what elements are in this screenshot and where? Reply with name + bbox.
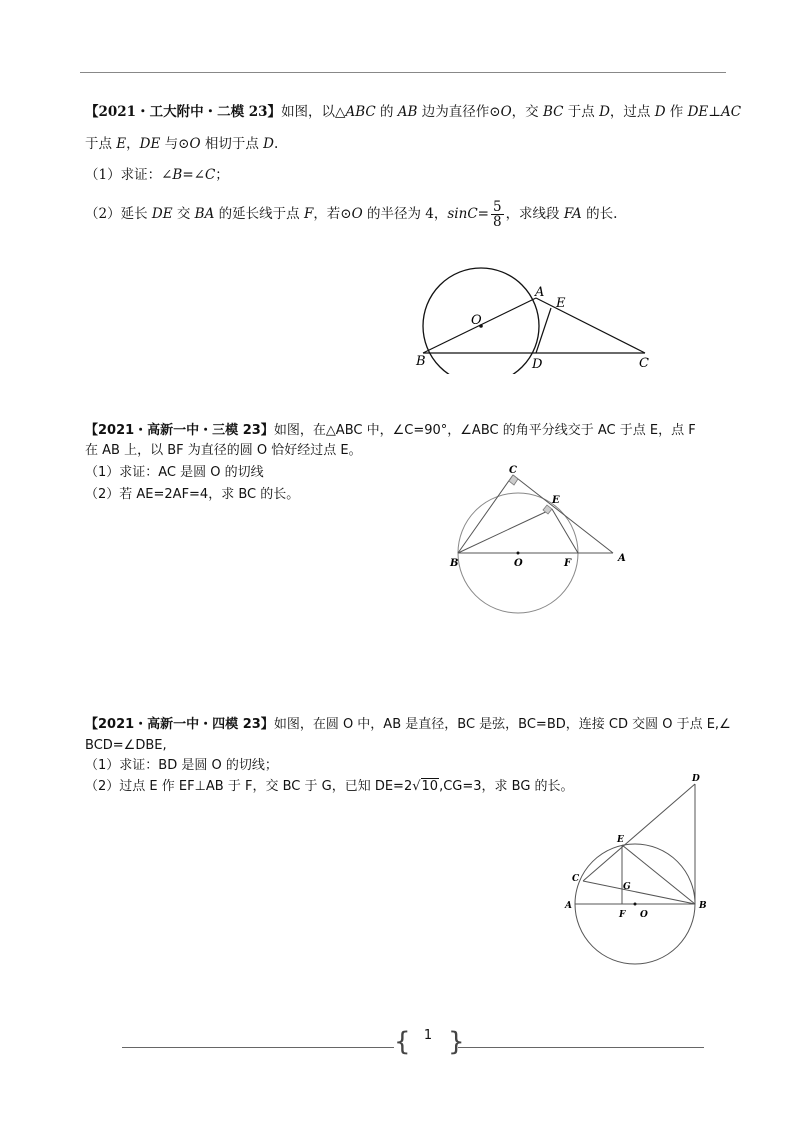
fig1-line-ac	[536, 298, 645, 353]
fig3-label-b: B	[699, 901, 707, 911]
fig3-label-a: A	[565, 901, 572, 911]
fig3-label-g: G	[623, 882, 631, 892]
problem1-question1: （1）求证：∠B=∠C；	[85, 167, 229, 183]
fig2-line-ca	[513, 475, 613, 553]
fig1-label-d: D	[532, 357, 543, 372]
footer-right-bracket: }	[448, 1027, 465, 1057]
problem1-line1: 【2021・工大附中・二模 23】如图，以△ABC 的 AB 边为直径作⊙O，交 BC 于点 D，过点 D 作 DE⊥AC	[85, 104, 742, 120]
footer-rule-right	[458, 1047, 704, 1048]
page-number: 1	[423, 1028, 433, 1043]
problem2-line2: 在 AB 上，以 BF 为直径的圆 O 恰好经过点 E。	[85, 443, 362, 458]
fig1-label-a: A	[535, 285, 545, 300]
problem3-question2: （2）过点 E 作 EF⊥AB 于 F，交 BC 于 G，已知 DE=2√10,CG=3，求 BG 的长。	[85, 779, 574, 794]
fraction-5-8: $\frac{5}{8}$	[492, 199, 502, 230]
problem1-line2: 于点 E，DE 与⊙O 相切于点 D.	[85, 136, 279, 152]
problem3-line1: 【2021・高新一中・四模 23】如图，在圆 O 中，AB 是直径，BC 是弦，BC=BD，连接 CD 交圆 O 于点 E,∠	[85, 717, 731, 732]
fig2-label-o: O	[514, 558, 523, 569]
fig2-line-bc	[458, 475, 513, 553]
footer-rule-left	[122, 1047, 394, 1048]
fig2-line-be	[458, 509, 552, 553]
fig2-center-dot	[517, 552, 520, 555]
fig2-label-f: F	[564, 558, 572, 569]
fig1-label-o: O	[471, 313, 482, 328]
problem3-question1: （1）求证：BD 是圆 O 的切线；	[85, 758, 278, 773]
problem1-question2: （2）延长 DE 交 BA 的延长线于点 F，若⊙O 的半径为 4，sinC= $\frac{5}{8}$ ，求线段 FA 的长.	[85, 199, 618, 230]
fig1-label-e: E	[556, 296, 566, 311]
fig2-right-angle-c	[509, 475, 518, 485]
fig2-label-a: A	[618, 553, 626, 564]
figure1	[405, 262, 670, 374]
fig3-label-o: O	[640, 910, 648, 920]
fig1-label-b: B	[416, 354, 426, 369]
fig3-center-dot	[634, 903, 637, 906]
problem2-question2: （2）若 AE=2AF=4，求 BC 的长。	[85, 487, 300, 502]
fig3-label-e: E	[617, 835, 624, 845]
fig3-label-c: C	[572, 874, 580, 884]
fig3-label-d: D	[692, 774, 700, 784]
problem2-question1: （1）求证：AC 是圆 O 的切线	[85, 465, 264, 480]
fig2-label-c: C	[509, 465, 517, 476]
fig2-label-e: E	[552, 495, 560, 506]
problem2-line1: 【2021・高新一中・三模 23】如图，在△ABC 中，∠C=90°，∠ABC 的角平分线交于 AC 于点 E，点 F	[85, 423, 696, 438]
figure2	[445, 462, 635, 617]
footer-left-bracket: {	[394, 1027, 411, 1057]
fig3-line-cb	[583, 881, 695, 904]
header-rule	[80, 72, 726, 73]
figure3	[560, 768, 720, 973]
fig1-label-c: C	[639, 356, 649, 371]
fig3-label-f: F	[619, 910, 626, 920]
fig3-line-eb	[622, 845, 695, 904]
fig3-line-cd	[583, 784, 695, 881]
problem3-line2: BCD=∠DBE,	[85, 738, 167, 753]
fig2-label-b: B	[450, 558, 459, 569]
